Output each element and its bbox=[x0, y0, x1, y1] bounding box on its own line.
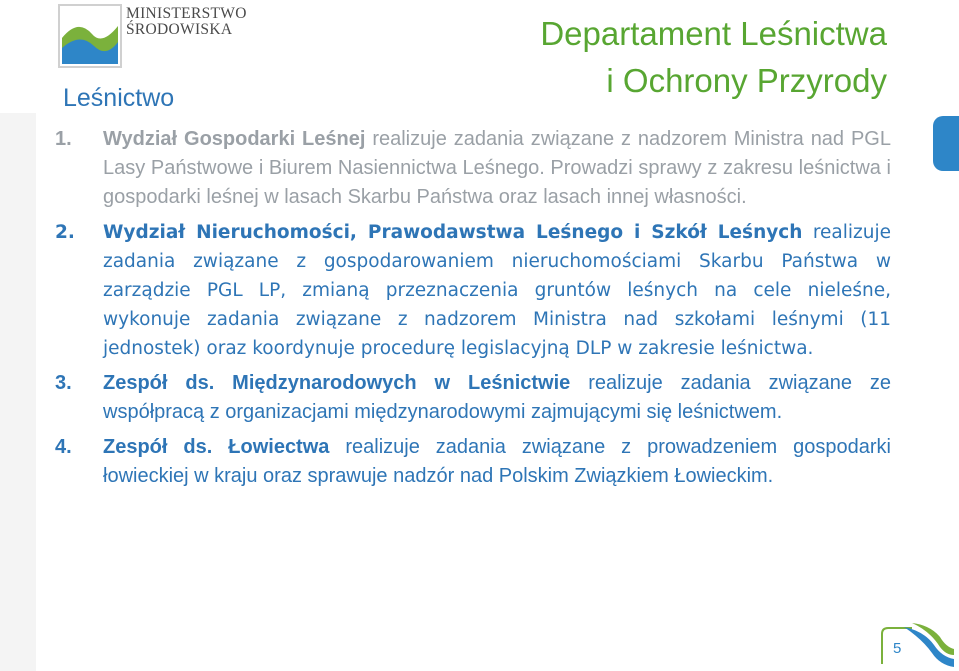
list-item-heading: Zespół ds. Międzynarodowych w Leśnictwie bbox=[103, 372, 571, 394]
page-title bbox=[540, 10, 887, 104]
title-line-2: i Ochrony Przyrody bbox=[606, 62, 887, 99]
list-item-4 bbox=[55, 433, 891, 491]
list-item-number: 3. bbox=[55, 372, 72, 394]
department-list bbox=[55, 125, 891, 497]
left-decorative-strip bbox=[0, 113, 36, 671]
list-item-text bbox=[103, 218, 891, 363]
list-item-description: realizuje zadania związane z gospodarowaniem nieruchomościami Skarbu Państwa w zarządzie PGL LP, zmianą przeznaczenia gruntów leśnych na cele nieleśne, wykonuje zadania związane z nadzorem Ministra nad szkołami leśnymi (11 jednostek) oraz koordynuje procedurę legislacyjną DLP w zakresie leśnictwa. bbox=[103, 222, 891, 359]
list-item-description: realizuje zadania związane ze współpracą z organizacjami międzynarodowymi zajmującymi się leśnictwem. bbox=[103, 372, 891, 423]
list-item-1 bbox=[55, 125, 891, 212]
logo-line-1: MINISTERSTWO bbox=[126, 5, 247, 22]
list-item-3 bbox=[55, 369, 891, 427]
list-item-text bbox=[103, 369, 891, 427]
ministry-logo bbox=[58, 4, 248, 70]
right-decorative-tab bbox=[933, 116, 959, 171]
list-item-heading: Wydział Nieruchomości, Prawodawstwa Leśnego i Szkół Leśnych bbox=[103, 222, 803, 243]
section-label: Leśnictwo bbox=[63, 84, 175, 112]
list-item-number: 2. bbox=[55, 222, 75, 243]
list-item-heading: Wydział Gospodarki Leśnej bbox=[103, 128, 366, 150]
corner-swoosh-icon bbox=[902, 619, 956, 669]
list-item-number: 1. bbox=[55, 128, 72, 150]
ministry-name bbox=[126, 6, 247, 38]
list-item-heading: Zespół ds. Łowiectwa bbox=[103, 436, 330, 458]
list-item-text bbox=[103, 125, 891, 212]
logo-line-2: ŚRODOWISKA bbox=[126, 21, 233, 38]
ministry-emblem-icon bbox=[58, 4, 122, 68]
list-item-description: realizuje zadania związane z prowadzeniem gospodarki łowieckiej w kraju oraz sprawuje nadzór nad Polskim Związkiem Łowieckim. bbox=[103, 436, 891, 487]
list-item-description: realizuje zadania związane z nadzorem Ministra nad PGL Lasy Państwowe i Biurem Nasiennictwa Leśnego. Prowadzi sprawy z zakresu leśnictwa i gospodarki leśnej w lasach Skarbu Państwa oraz lasach innej własności. bbox=[103, 128, 891, 208]
title-line-1: Departament Leśnictwa bbox=[540, 15, 887, 52]
list-item-2 bbox=[55, 218, 891, 363]
page-number: 5 bbox=[893, 640, 902, 657]
list-item-number: 4. bbox=[55, 436, 72, 458]
list-item-text bbox=[103, 433, 891, 491]
